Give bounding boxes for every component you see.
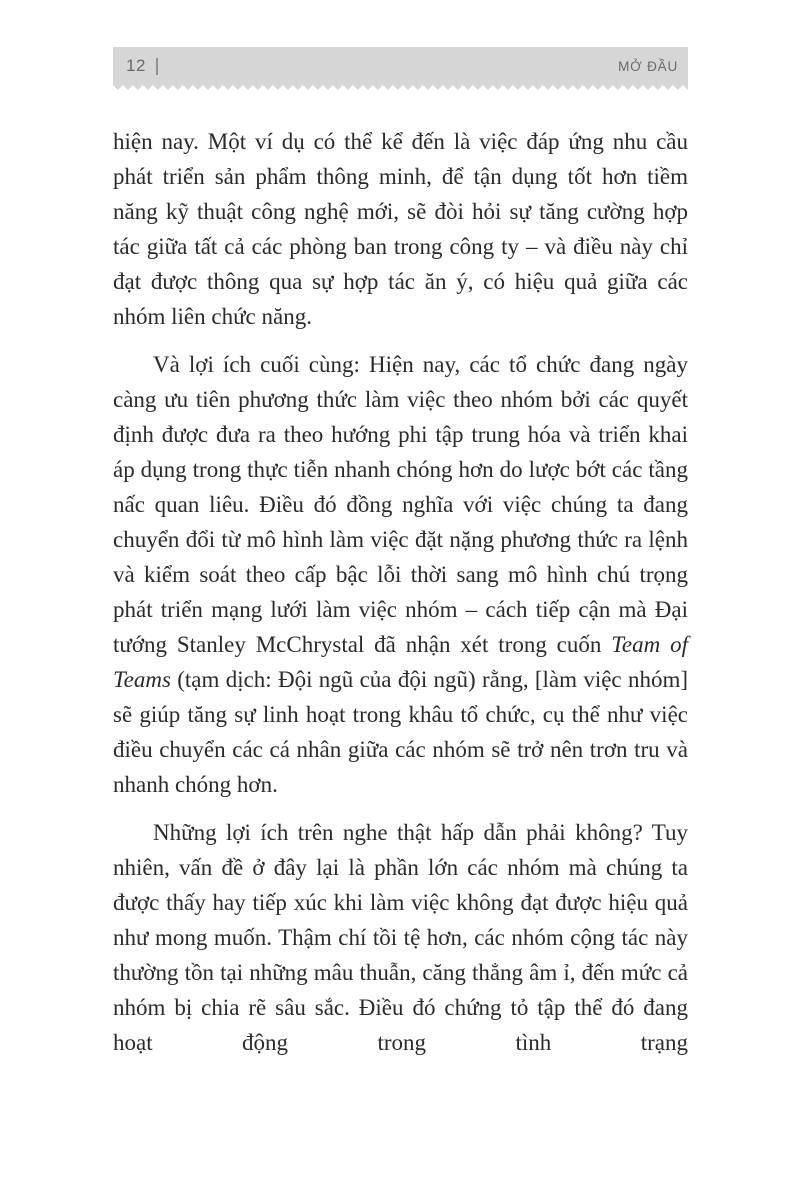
page-number: 12: [126, 56, 146, 75]
header-divider: [156, 58, 158, 75]
page-body: [113, 124, 688, 1073]
paragraph-1-text: hiện nay. Một ví dụ có thể kể đến là việc đáp ứng nhu cầu phát triển sản phẩm thông minh, để tận dụng tốt hơn tiềm năng kỹ thuật công nghệ mới, sẽ đòi hỏi sự tăng cường hợp tác giữa tất cả các phòng ban trong công ty – và điều này chỉ đạt được thông qua sự hợp tác ăn ý, có hiệu quả giữa các nhóm liên chức năng.: [113, 129, 688, 329]
paragraph-3: [113, 815, 688, 1060]
running-header: [113, 47, 688, 85]
paragraph-2: [113, 347, 688, 802]
paragraph-2-text-pre: Và lợi ích cuối cùng: Hiện nay, các tổ chức đang ngày càng ưu tiên phương thức làm việc theo nhóm bởi các quyết định được đưa ra theo hướng phi tập trung hóa và triển khai áp dụng trong thực tiễn nhanh chóng hơn do lược bớt các tầng nấc quan liêu. Điều đó đồng nghĩa với việc chúng ta đang chuyển đổi từ mô hình làm việc đặt nặng phương thức ra lệnh và kiểm soát theo cấp bậc lỗi thời sang mô hình chú trọng phát triển mạng lưới làm việc nhóm – cách tiếp cận mà Đại tướng Stanley McChrystal đã nhận xét trong cuốn: [113, 352, 688, 657]
paragraph-1: [113, 124, 688, 334]
paragraph-2-text-post: (tạm dịch: Đội ngũ của đội ngũ) rằng, [làm việc nhóm] sẽ giúp tăng sự linh hoạt trong khâu tổ chức, cụ thể như việc điều chuyển các cá nhân giữa các nhóm sẽ trở nên trơn tru và nhanh chóng hơn.: [113, 667, 688, 797]
paragraph-3-text: Những lợi ích trên nghe thật hấp dẫn phải không? Tuy nhiên, vấn đề ở đây lại là phần lớn các nhóm mà chúng ta được thấy hay tiếp xúc khi làm việc không đạt được hiệu quả như mong muốn. Thậm chí tồi tệ hơn, các nhóm cộng tác này thường tồn tại những mâu thuẫn, căng thẳng âm ỉ, đến mức cả nhóm bị chia rẽ sâu sắc. Điều đó chứng tỏ tập thể đó đang hoạt động trong tình trạng: [113, 820, 688, 1055]
running-title: MỞ ĐẦU: [618, 58, 678, 74]
book-title-italic: Team of Teams: [113, 632, 688, 692]
